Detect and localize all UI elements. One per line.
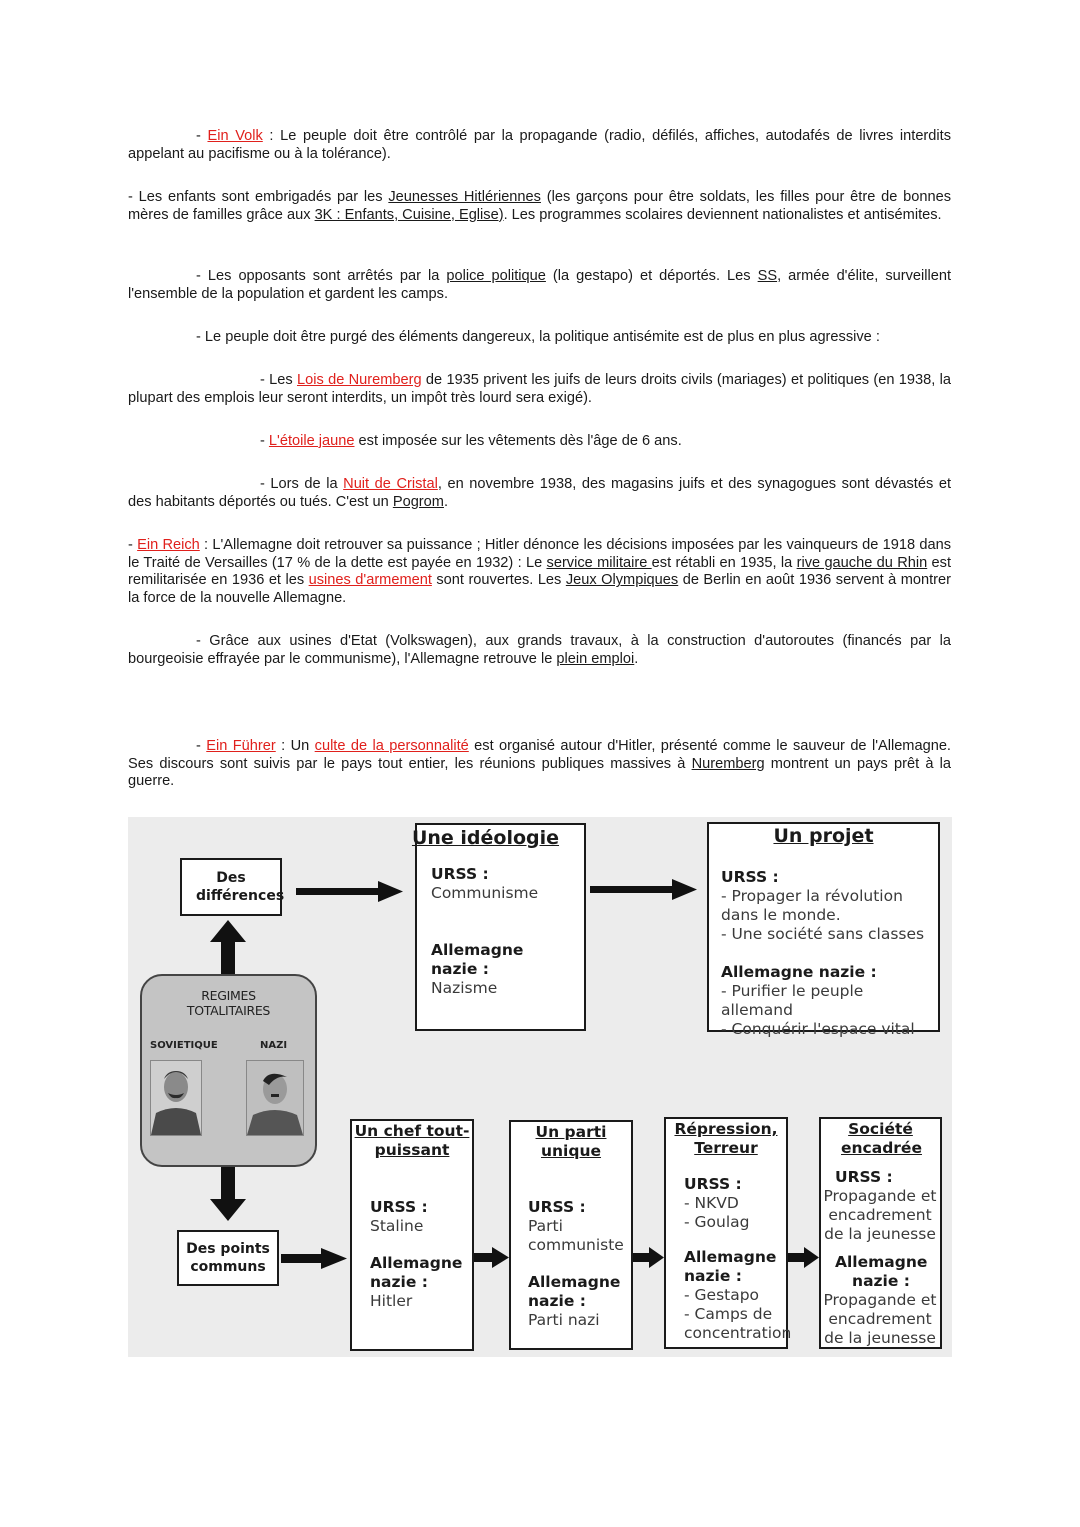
- arrow-ideo-projet-shaft: [590, 886, 672, 893]
- arrow-down: [210, 1167, 246, 1221]
- term-jeunesses-hitleriennes: Jeunesses Hitlériennes: [388, 189, 541, 205]
- parti-box: Un parti unique URSS : Parti communiste Allemagne nazie : Parti nazi: [509, 1120, 633, 1350]
- term-rive-gauche: rive gauche du Rhin: [796, 554, 928, 571]
- sovietique-label: SOVIETIQUE: [150, 1040, 218, 1051]
- arrow-parti-rep-head: [649, 1247, 664, 1268]
- paragraph-purge: - Le peuple doit être purgé des éléments dangereux, la politique antisémite est de plus en plus agressive :: [196, 329, 880, 345]
- term-service-militaire: service militaire: [546, 554, 652, 571]
- term-jeux-olympiques: Jeux Olympiques: [565, 572, 679, 589]
- regimes-totalitaires-box: [140, 974, 317, 1167]
- nazi-label: NAZI: [260, 1040, 288, 1051]
- term-usines-armement: usines d'armement: [308, 572, 432, 589]
- term-lois-nuremberg: Lois de Nuremberg: [297, 372, 422, 388]
- term-ein-reich: Ein Reich: [137, 537, 200, 553]
- arrow-chef-parti-shaft: [474, 1253, 494, 1262]
- paragraph-jeunesses: - Les enfants sont embrigadés par les Jeunesses Hitlériennes (les garçons pour être soldats, les filles pour être de bonnes mères de familles grâce aux 3K : Enfants, Cuisine, Eglise). Les programmes scolaires deviennent nationalistes et antisémites.: [128, 189, 951, 223]
- totalitarian-regimes-diagram: [128, 817, 952, 1357]
- repression-box: Répression, Terreur URSS : - NKVD - Goulag Allemagne nazie : - Gestapo - Camps de concentration: [664, 1117, 788, 1349]
- term-plein-emploi: plein emploi: [556, 650, 635, 667]
- arrow-diff-ideo-head: [378, 881, 403, 902]
- paragraph-ein-fuhrer: - Ein Führer : Un culte de la personnalité est organisé autour d'Hitler, présenté comme le sauveur de l'Allemagne. Ses discours sont suivis par le pays tout entier, les réunions publiques massives à Nuremberg montrent un pays prêt à la guerre.: [128, 738, 951, 790]
- repression-title: Répression, Terreur: [674, 1120, 778, 1157]
- paragraph-nuit-cristal: - Lors de la Nuit de Cristal, en novembre 1938, des magasins juifs et des synagogues sont dévastés et des habitants déportés ou tués. C'est un Pogrom.: [128, 476, 951, 510]
- projet-box: Un projet URSS : - Propager la révolution dans le monde. - Une société sans classes Allemagne nazie : - Purifier le peuple allemand - Conquérir l'espace vital: [707, 822, 940, 1032]
- ideologie-box: Une idéologie URSS : Communisme Allemagne nazie : Nazisme: [415, 823, 586, 1031]
- term-etoile-jaune: L'étoile jaune: [268, 433, 355, 449]
- term-ein-fuhrer: Ein Führer: [206, 738, 276, 754]
- stalin-portrait: [150, 1060, 202, 1136]
- regimes-title: REGIMES TOTALITAIRES: [186, 988, 271, 1018]
- term-nuit-cristal: Nuit de Cristal: [343, 476, 438, 492]
- paragraph-ein-volk: - Ein Volk : Le peuple doit être contrôlé par la propagande (radio, défilés, affiches, autodafés de livres interdits appelant au pacifisme ou à la tolérance).: [128, 128, 952, 162]
- term-culte-personnalite: culte de la personnalité: [314, 738, 469, 754]
- hitler-portrait-image: [247, 1061, 303, 1135]
- arrow-up-head: [210, 920, 246, 974]
- arrow-rep-soc-head: [804, 1247, 819, 1268]
- projet-title: Un projet: [773, 825, 874, 847]
- paragraph-lois-nuremberg: - Les Lois de Nuremberg de 1935 privent les juifs de leurs droits civils (mariages) et politiques (en 1938, la plupart des emplois leur seront interdits, un impôt très lourd sera exigé).: [128, 372, 951, 406]
- arrow-ideo-projet-head: [672, 879, 697, 900]
- arrow-diff-ideo-shaft: [296, 888, 378, 895]
- term-ss: SS: [757, 268, 778, 284]
- arrow-pc-chef-head: [321, 1248, 347, 1269]
- term-police-politique: police politique: [446, 268, 546, 284]
- stalin-portrait-image: [151, 1061, 201, 1135]
- term-3k: 3K : Enfants, Cuisine, Eglise): [314, 206, 504, 223]
- arrow-parti-rep-shaft: [633, 1253, 651, 1262]
- term-pogrom: Pogrom: [392, 493, 444, 510]
- differences-box: Des différences: [180, 858, 282, 916]
- paragraph-opposants: - Les opposants sont arrêtés par la police politique (la gestapo) et déportés. Les SS, armée d'élite, surveillent l'ensemble de la population et gardent les camps.: [128, 268, 952, 302]
- arrow-chef-parti-head: [492, 1247, 509, 1268]
- term-nuremberg: Nuremberg: [691, 755, 765, 772]
- chef-title: Un chef tout-puissant: [354, 1122, 470, 1159]
- paragraph-ein-reich: - Ein Reich : L'Allemagne doit retrouver sa puissance ; Hitler dénonce les décisions imposées par les vainqueurs de 1918 dans le Traité de Versailles (17 % de la dette est payée en 1932) : Le service militaire est rétabli en 1935, la rive gauche du Rhin est remilitarisée en 1936 et les usines d'armement sont rouvertes. Les Jeux Olympiques de Berlin en août 1936 servent à montrer la force de la nouvelle Allemagne.: [128, 537, 952, 606]
- societe-box: Société encadrée URSS : Propagande et encadrement de la jeunesse Allemagne nazie : Propagande et encadrement de la jeunesse: [819, 1117, 942, 1349]
- paragraph-plein-emploi: - Grâce aux usines d'Etat (Volkswagen), aux grands travaux, à la construction d'autoroutes (financés par la bourgeoisie effrayée par le communisme), l'Allemagne retrouve le plein emploi.: [128, 633, 951, 667]
- hitler-portrait: [246, 1060, 304, 1136]
- points-communs-box: Des points communs: [177, 1230, 279, 1286]
- term-ein-volk: Ein Volk: [207, 128, 263, 144]
- paragraph-etoile-jaune: - L'étoile jaune est imposée sur les vêtements dès l'âge de 6 ans.: [260, 433, 682, 449]
- chef-box: Un chef tout-puissant URSS : Staline Allemagne nazie : Hitler: [350, 1119, 474, 1351]
- societe-title: Société encadrée: [841, 1120, 922, 1157]
- arrow-rep-soc-shaft: [788, 1253, 806, 1262]
- arrow-pc-chef-shaft: [281, 1254, 321, 1263]
- ideologie-title: Une idéologie: [411, 827, 560, 849]
- parti-title: Un parti unique: [535, 1123, 607, 1160]
